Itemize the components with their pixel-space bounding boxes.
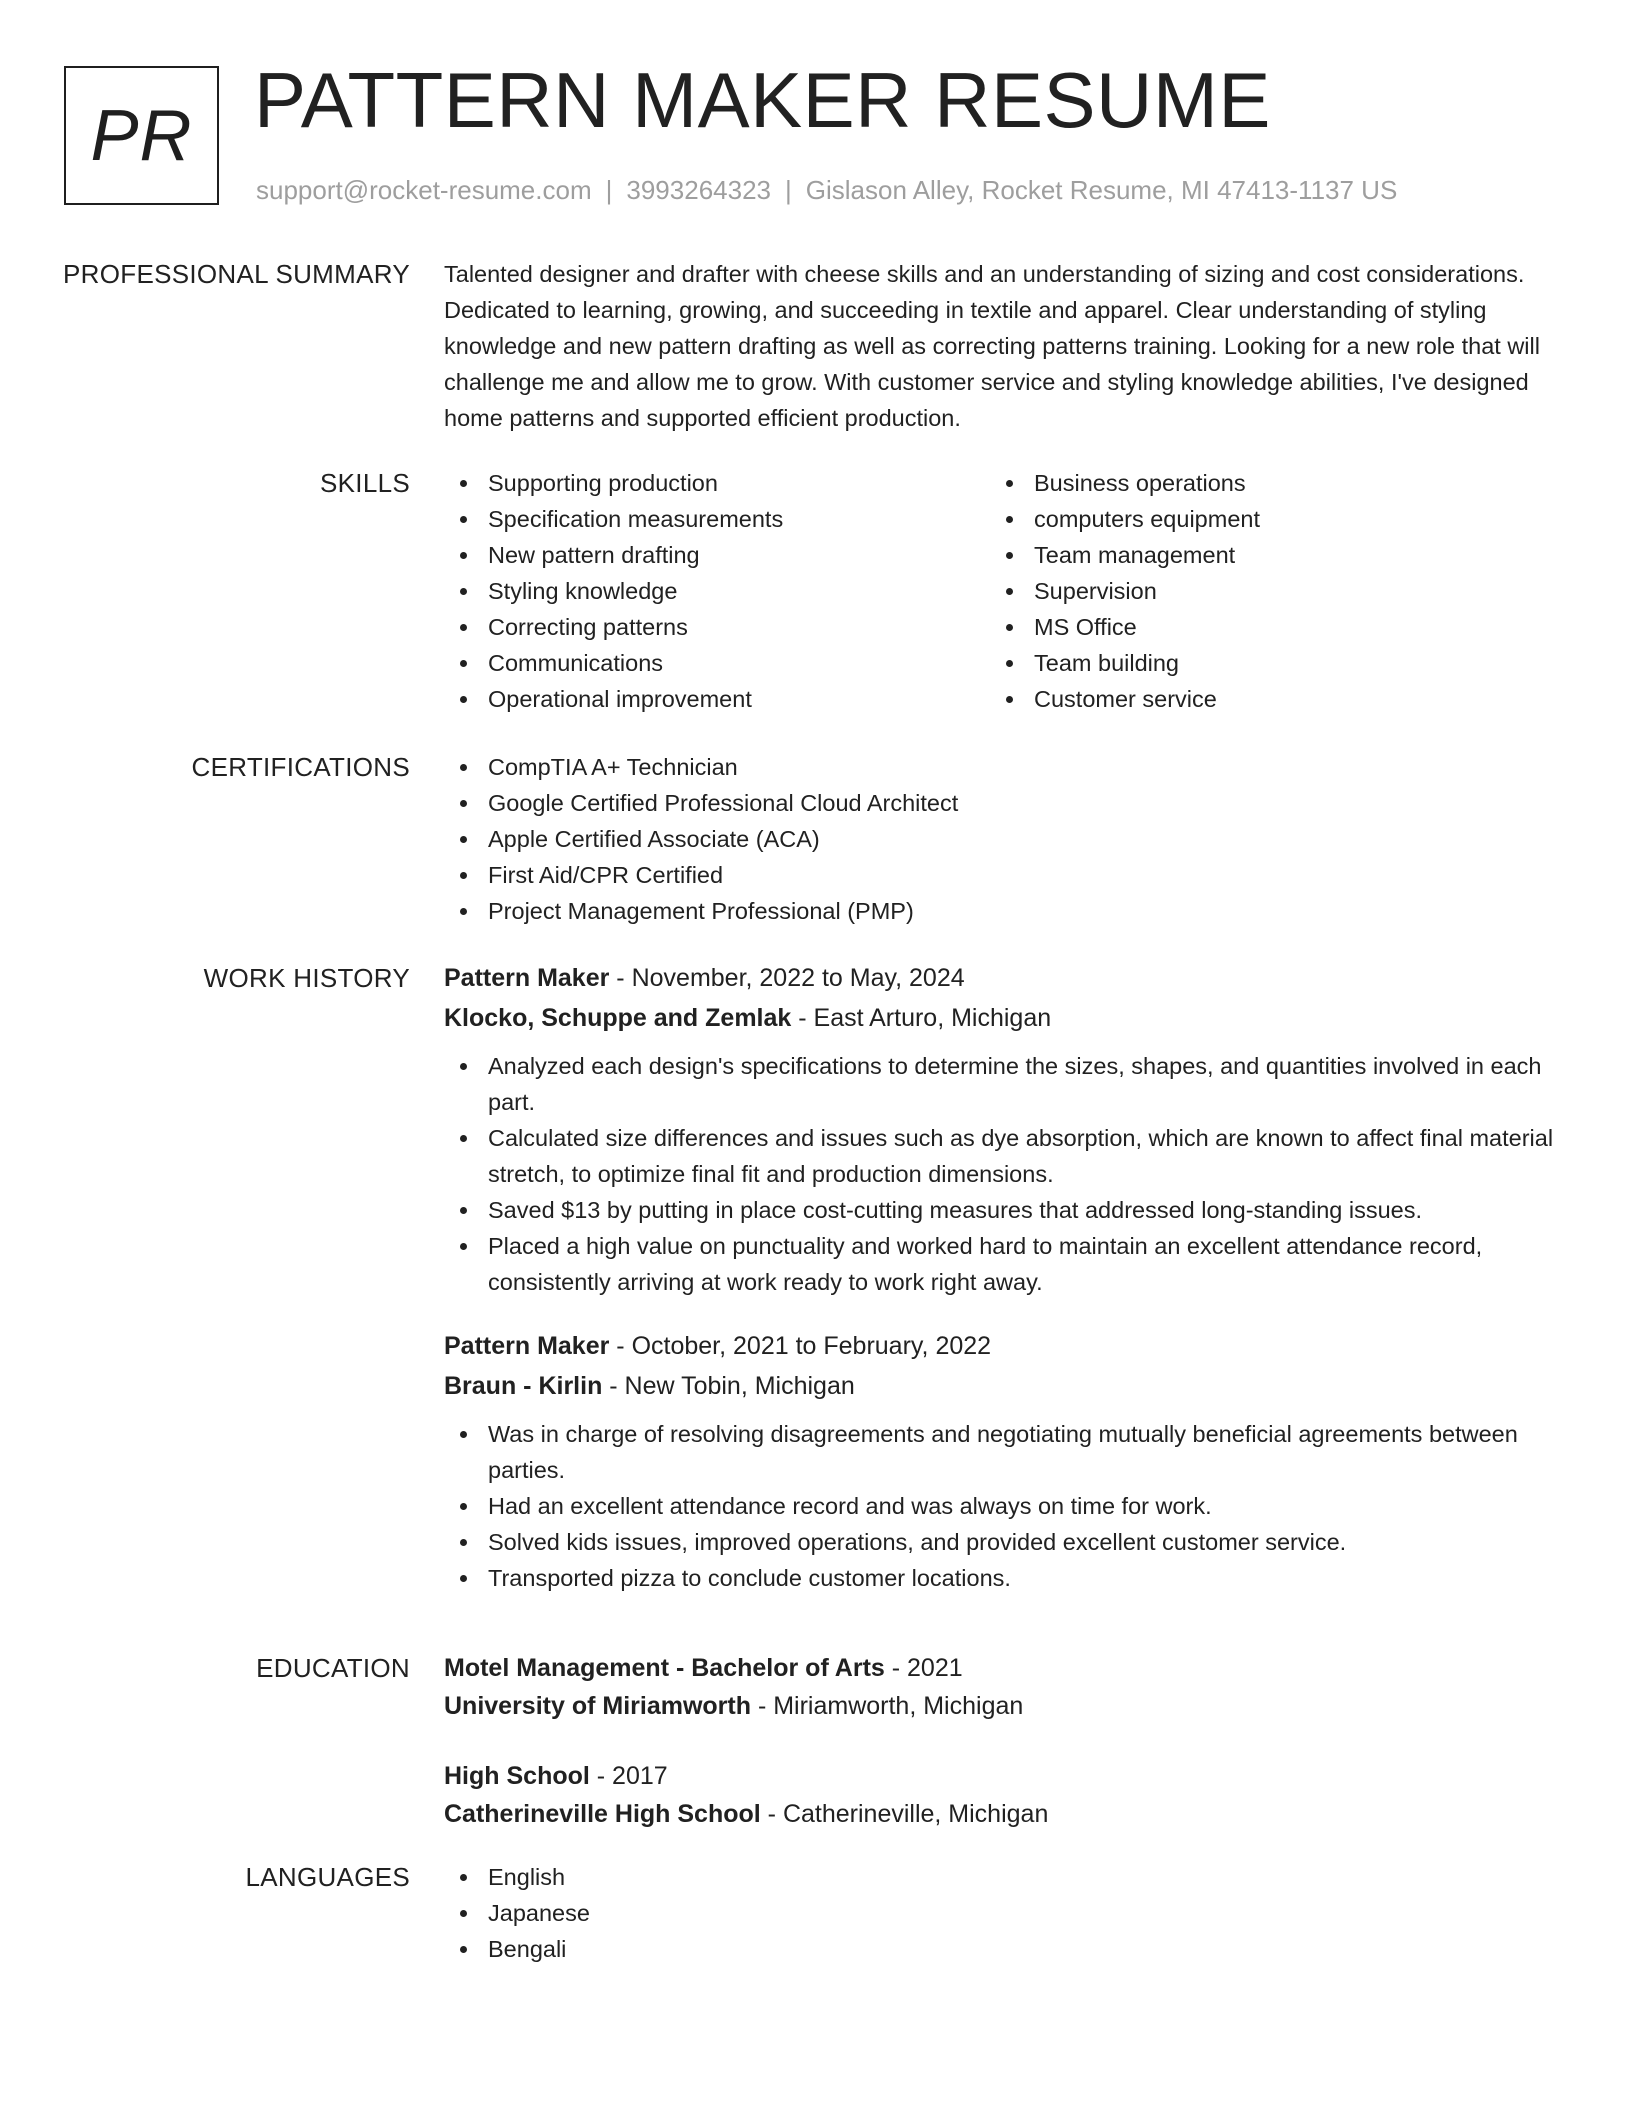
contact-address: Gislason Alley, Rocket Resume, MI 47413-1137 US: [805, 175, 1398, 205]
skills-list-left: [444, 465, 990, 717]
list-item: Project Management Professional (PMP): [444, 893, 1564, 929]
education-body: [444, 1649, 1564, 1833]
list-item: Correcting patterns: [444, 609, 990, 645]
summary-text: Talented designer and drafter with cheese skills and an understanding of sizing and cost considerations. Dedicated to learning, growing, and succeeding in textile and apparel. Clear understanding of styling knowledge and new pattern drafting as well as correcting patterns training. Looking for a new role that will challenge me and allow me to grow. With customer service and styling knowledge abilities, I've designed home patterns and supported efficient production.: [444, 261, 1540, 431]
list-item: Supervision: [990, 573, 1536, 609]
education-location: - Miriamworth, Michigan: [751, 1692, 1024, 1720]
work-history-body: [444, 958, 1564, 1596]
education-entry: [444, 1757, 1564, 1833]
list-item: Communications: [444, 645, 990, 681]
section-heading: SKILLS: [320, 468, 410, 498]
education-year: - 2021: [884, 1654, 963, 1682]
list-item: Was in charge of resolving disagreements and negotiating mutually beneficial agreements between parties.: [444, 1416, 1564, 1488]
list-item: Business operations: [990, 465, 1536, 501]
list-item: Supporting production: [444, 465, 990, 501]
education-location: - Catherineville, Michigan: [760, 1800, 1049, 1828]
job-company: Klocko, Schuppe and Zemlak: [444, 1004, 792, 1032]
education-school-line: [444, 1687, 1564, 1725]
job-dates: - October, 2021 to February, 2022: [609, 1332, 992, 1360]
list-item: English: [444, 1859, 1564, 1895]
contact-phone: 3993264323: [626, 175, 771, 205]
education-year: - 2017: [589, 1762, 668, 1790]
education-school: Catherineville High School: [444, 1800, 761, 1828]
certifications-list: [444, 749, 1564, 929]
section-heading: CERTIFICATIONS: [191, 752, 410, 782]
education-degree: Motel Management - Bachelor of Arts: [444, 1654, 885, 1682]
list-item: MS Office: [990, 609, 1536, 645]
contact-separator: |: [605, 175, 613, 205]
job-entry: [444, 958, 1564, 1300]
list-item: Specification measurements: [444, 501, 990, 537]
list-item: Bengali: [444, 1931, 1564, 1967]
education-degree-line: [444, 1757, 1564, 1795]
contact-email: support@rocket-resume.com: [256, 175, 592, 205]
education-school-line: [444, 1795, 1564, 1833]
list-item: Team management: [990, 537, 1536, 573]
job-title-line: [444, 1326, 1564, 1366]
skills-list-right: [990, 465, 1536, 717]
job-title-line: [444, 958, 1564, 998]
job-duties-list: [444, 1416, 1564, 1596]
languages-list: [444, 1859, 1564, 1967]
job-location: - East Arturo, Michigan: [791, 1004, 1052, 1032]
contact-line: [256, 172, 1397, 208]
job-title: Pattern Maker: [444, 964, 610, 992]
list-item: CompTIA A+ Technician: [444, 749, 1564, 785]
education-school: University of Miriamworth: [444, 1692, 751, 1720]
skills-body: [444, 465, 1564, 717]
section-heading: EDUCATION: [256, 1653, 410, 1683]
education-degree: High School: [444, 1762, 590, 1790]
list-item: Transported pizza to conclude customer locations.: [444, 1560, 1564, 1596]
job-duties-list: [444, 1048, 1564, 1300]
list-item: Apple Certified Associate (ACA): [444, 821, 1564, 857]
list-item: Operational improvement: [444, 681, 990, 717]
job-company: Braun - Kirlin: [444, 1372, 603, 1400]
list-item: Styling knowledge: [444, 573, 990, 609]
education-entry: [444, 1649, 1564, 1725]
section-heading: WORK HISTORY: [203, 963, 410, 993]
list-item: Solved kids issues, improved operations, and provided excellent customer service.: [444, 1524, 1564, 1560]
skills-grid: [444, 465, 1564, 717]
job-entry: [444, 1326, 1564, 1596]
section-heading: LANGUAGES: [245, 1862, 410, 1892]
job-company-line: [444, 998, 1564, 1038]
list-item: Calculated size differences and issues such as dye absorption, which are known to affect final material stretch, to optimize final fit and production dimensions.: [444, 1120, 1564, 1192]
page-title: PATTERN MAKER RESUME: [254, 56, 1271, 144]
list-item: Placed a high value on punctuality and worked hard to maintain an excellent attendance record, consistently arriving at work ready to work right away.: [444, 1228, 1564, 1300]
certifications-body: [444, 749, 1564, 929]
list-item: Team building: [990, 645, 1536, 681]
monogram-logo: PR: [64, 66, 219, 205]
job-location: - New Tobin, Michigan: [602, 1372, 855, 1400]
job-title: Pattern Maker: [444, 1332, 610, 1360]
summary-body: [444, 256, 1564, 436]
list-item: First Aid/CPR Certified: [444, 857, 1564, 893]
job-dates: - November, 2022 to May, 2024: [609, 964, 965, 992]
list-item: Analyzed each design's specifications to determine the sizes, shapes, and quantities involved in each part.: [444, 1048, 1564, 1120]
list-item: computers equipment: [990, 501, 1536, 537]
list-item: New pattern drafting: [444, 537, 990, 573]
list-item: Saved $13 by putting in place cost-cutting measures that addressed long-standing issues.: [444, 1192, 1564, 1228]
job-company-line: [444, 1366, 1564, 1406]
list-item: Customer service: [990, 681, 1536, 717]
list-item: Had an excellent attendance record and was always on time for work.: [444, 1488, 1564, 1524]
list-item: Google Certified Professional Cloud Architect: [444, 785, 1564, 821]
education-degree-line: [444, 1649, 1564, 1687]
list-item: Japanese: [444, 1895, 1564, 1931]
contact-separator: |: [785, 175, 792, 205]
languages-body: [444, 1859, 1564, 1967]
section-heading: PROFESSIONAL SUMMARY: [63, 259, 410, 289]
